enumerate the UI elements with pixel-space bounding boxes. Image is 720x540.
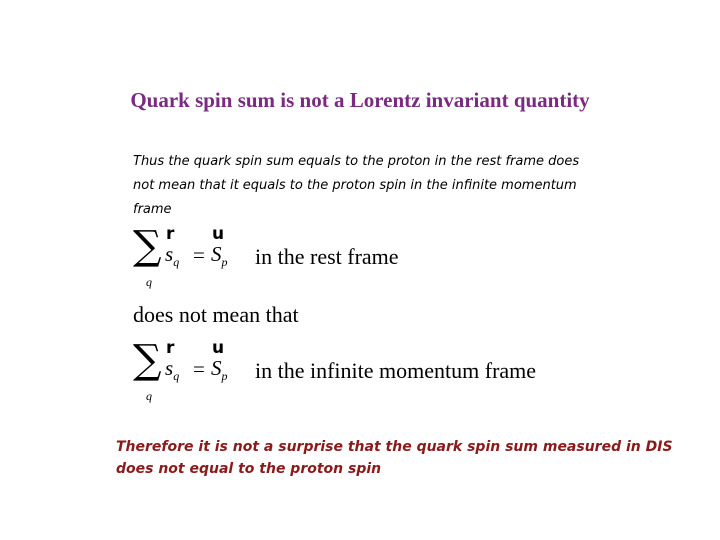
quark-spin-term: [165, 356, 179, 384]
middle-text: does not mean that: [133, 302, 299, 327]
lhs-symbol: s: [165, 356, 174, 380]
summation-symbol: ∑: [133, 223, 162, 269]
summation-index: q: [146, 389, 152, 403]
equation-phrase: in the infinite momentum frame: [255, 358, 537, 383]
summation-symbol: ∑: [133, 337, 162, 383]
proton-spin-term: [211, 356, 228, 384]
lhs-symbol: s: [165, 242, 174, 266]
rhs-subscript: p: [221, 255, 228, 270]
lhs-subscript: q: [173, 369, 180, 384]
vector-mark-left: r: [166, 224, 175, 244]
vector-mark-right: u: [212, 224, 225, 244]
slide-title: Quark spin sum is not a Lorentz invariant quantity: [130, 88, 590, 112]
quark-spin-term: [165, 242, 179, 270]
proton-spin-term: [211, 242, 228, 270]
equation-phrase: in the rest frame: [255, 244, 399, 269]
equation-rest-frame: [133, 222, 693, 302]
lhs-subscript: q: [173, 255, 180, 270]
equation-infinite-frame: [133, 336, 693, 416]
vector-mark-right: u: [212, 338, 225, 358]
conclusion-text: Therefore it is not a surprise that the quark spin sum measured in DIS does not equal to the proton spin: [116, 439, 673, 477]
rhs-subscript: p: [221, 369, 228, 384]
equals-sign: =: [193, 243, 205, 267]
rhs-symbol: S: [211, 242, 222, 266]
equals-sign: =: [193, 357, 205, 381]
rhs-symbol: S: [211, 356, 222, 380]
summation-index: q: [146, 275, 152, 289]
intro-text: Thus the quark spin sum equals to the proton in the rest frame does not mean that it equals to the proton spin in the infinite momentum frame: [133, 154, 580, 217]
vector-mark-left: r: [166, 338, 175, 358]
